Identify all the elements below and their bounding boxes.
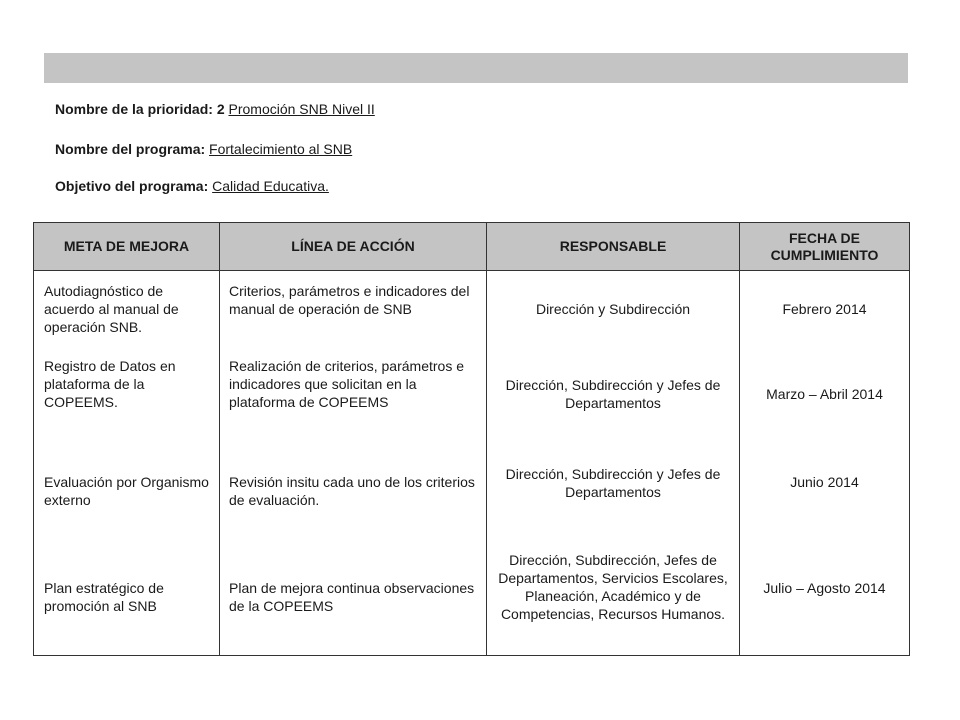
fecha-cell: Febrero 2014 bbox=[782, 301, 867, 317]
column-header-fecha: FECHA DE CUMPLIMIENTO bbox=[740, 223, 910, 271]
fecha-column bbox=[740, 271, 910, 656]
responsable-cell: Dirección, Subdirección y Jefes de Departamentos bbox=[505, 466, 721, 500]
linea-cell: Plan de mejora continua observaciones de la COPEEMS bbox=[229, 580, 475, 614]
priority-value: Promoción SNB Nivel II bbox=[228, 101, 375, 117]
responsable-column bbox=[487, 271, 740, 656]
program-value: Fortalecimiento al SNB bbox=[209, 141, 353, 157]
column-header-linea: LÍNEA DE ACCIÓN bbox=[220, 223, 487, 271]
responsable-cell: Dirección, Subdirección, Jefes de Departamentos, Servicios Escolares, Planeación, Académico y de Competencias, Recursos Humanos. bbox=[498, 552, 728, 622]
table-row bbox=[34, 271, 910, 656]
priority-line bbox=[55, 100, 375, 118]
program-label: Nombre del programa: bbox=[55, 141, 206, 157]
meta-cell: Evaluación por Organismo externo bbox=[44, 474, 209, 508]
linea-cell: Revisión insitu cada uno de los criterios de evaluación. bbox=[229, 474, 475, 508]
priority-number: 2 bbox=[216, 101, 225, 117]
objective-value: Calidad Educativa. bbox=[212, 178, 329, 194]
linea-cell: Realización de criterios, parámetros e indicadores que solicitan en la plataforma de COPEEMS bbox=[229, 358, 464, 410]
header-bar bbox=[44, 53, 908, 83]
linea-cell: Criterios, parámetros e indicadores del manual de operación de SNB bbox=[229, 283, 470, 317]
column-header-meta: META DE MEJORA bbox=[34, 223, 220, 271]
priority-label: Nombre de la prioridad: bbox=[55, 101, 213, 117]
column-header-responsable: RESPONSABLE bbox=[487, 223, 740, 271]
improvement-plan-table bbox=[33, 222, 910, 656]
meta-column bbox=[34, 271, 220, 656]
objective-line bbox=[55, 177, 329, 195]
responsable-cell: Dirección, Subdirección y Jefes de Departamentos bbox=[505, 377, 721, 411]
objective-label: Objetivo del programa: bbox=[55, 178, 209, 194]
program-line bbox=[55, 140, 352, 158]
table-header-row bbox=[34, 223, 910, 271]
linea-column bbox=[220, 271, 487, 656]
fecha-cell: Julio – Agosto 2014 bbox=[763, 580, 886, 596]
meta-cell: Plan estratégico de promoción al SNB bbox=[44, 580, 164, 614]
fecha-cell: Marzo – Abril 2014 bbox=[766, 386, 883, 402]
meta-cell: Registro de Datos en plataforma de la COPEEMS. bbox=[44, 358, 176, 410]
fecha-cell: Junio 2014 bbox=[790, 474, 859, 490]
meta-cell: Autodiagnóstico de acuerdo al manual de operación SNB. bbox=[44, 283, 179, 335]
responsable-cell: Dirección y Subdirección bbox=[535, 301, 691, 317]
